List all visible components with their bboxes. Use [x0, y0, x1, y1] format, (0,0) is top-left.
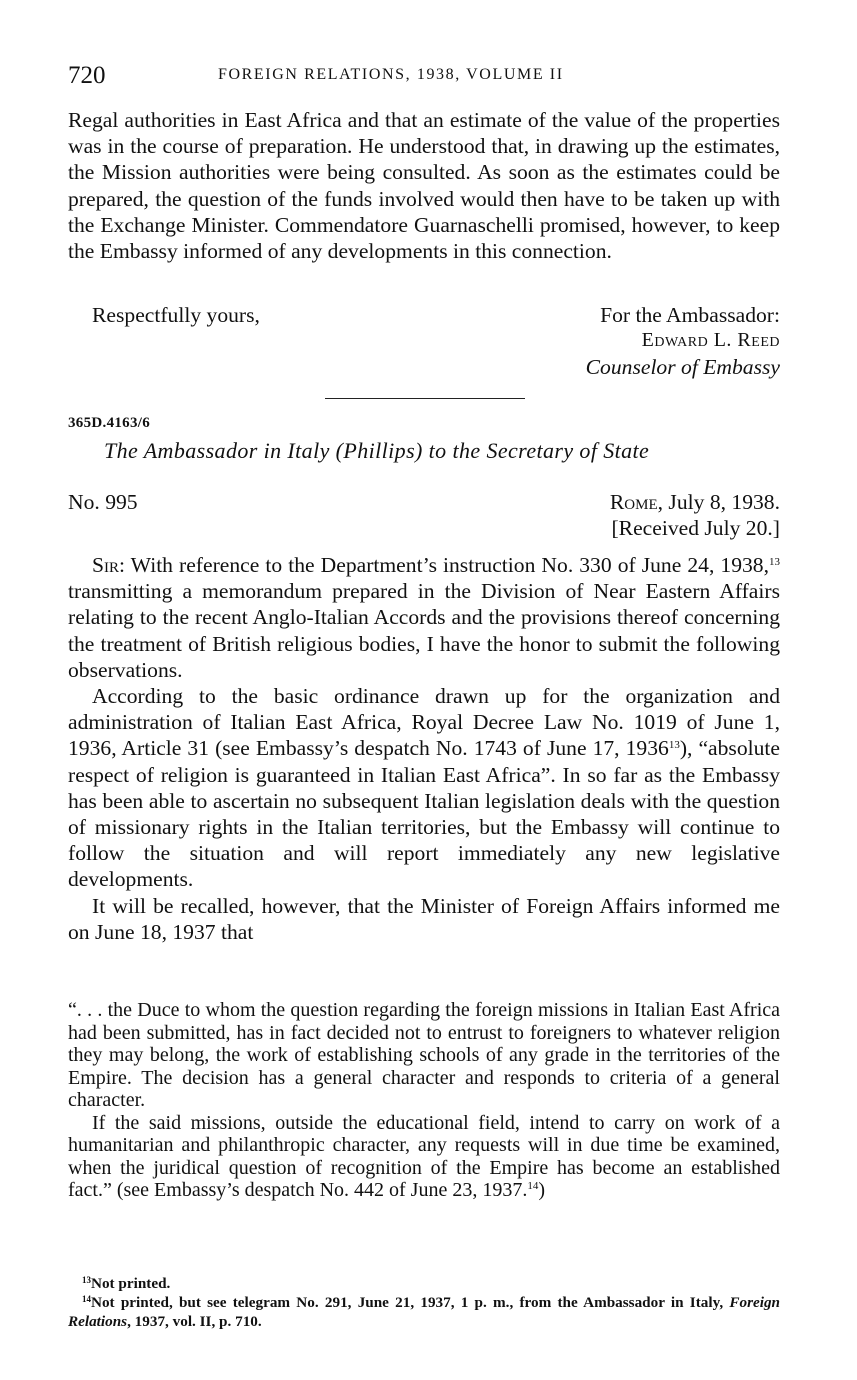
quote-paragraph-2 [68, 1112, 780, 1202]
heading-part-1: The Ambassador in Italy ( [104, 438, 344, 463]
continuation-paragraph: Regal authorities in East Africa and that an estimate of the value of the properties was in the course of preparation. He understood that, in drawing up the estimates, the Mission authorities were being consulted. As soon as the estimates could be prepared, the question of the funds involved would then have to be taken up with the Exchange Minister. Commendatore Guarnaschelli promised, however, to keep the Embassy informed of any developments in this connection. [68, 108, 780, 264]
place: Rome [609, 490, 658, 514]
body-text: According to the basic ordinance drawn up for the organization and administration of Italian East Africa, Royal Decree Law No. 1019 of June 1, 1936, Article 31 (see Embassy’s despatch No. 1743 of June 17, 1936 [68, 684, 780, 761]
running-head [68, 62, 780, 88]
footnote-ref: 13 [668, 739, 680, 752]
footnote-mark: 13 [82, 1275, 91, 1285]
footnote-citation: Foreign Relations [68, 1294, 780, 1330]
received-date: [Received July 20.] [611, 516, 780, 540]
file-number: 365D.4163/6 [68, 415, 151, 431]
body-text: transmitting a memorandum prepared in the Division of Near Eastern Affairs relating to the recent Anglo-Italian Accords and the provisions thereof concerning the treatment of British religious bodies, I have the honor to submit the following observations. [68, 579, 780, 682]
block-quote [68, 999, 780, 1202]
body-text: ), “absolute respect of religion is guaranteed in Italian East Africa”. In so far as the Embassy has been able to ascertain no subsequent Italian legislation deals with the question of missionary rights in the Italian territories, but the Embassy will continue to follow the situation and will report immediately any new legislative developments. [68, 736, 780, 892]
body-paragraph-1 [68, 552, 780, 683]
quote-text: ) [538, 1179, 546, 1201]
footnotes [68, 1274, 780, 1331]
page-number: 720 [68, 62, 106, 89]
footnote-ref: 13 [769, 556, 780, 568]
place-date [610, 490, 780, 515]
body-text: : With reference to the Department’s instruction No. 330 of June 24, 1938, [119, 553, 769, 577]
signer-title: Counselor of Embassy [585, 355, 780, 379]
running-title: FOREIGN RELATIONS, 1938, VOLUME II [218, 66, 564, 83]
body-paragraph-3: It will be recalled, however, that the Minister of Foreign Affairs informed me on June 18, 1937 that [68, 893, 780, 944]
signature: Edward L. Reed [641, 329, 780, 351]
heading-name: Phillips [343, 438, 416, 463]
quote-paragraph-1: “. . . the Duce to whom the question regarding the foreign missions in Italian East Africa had been submitted, has in fact decided not to entrust to foreigners to whatever religion they may belong, the work of establishing schools of any grade in the territories of the Empire. The decision has a general character and responds to criteria of a general character. [68, 999, 780, 1111]
continuation-block [68, 107, 780, 264]
despatch-number: No. 995 [68, 490, 138, 514]
footnote-13 [68, 1274, 780, 1293]
despatch-info [68, 490, 780, 550]
footnote-text: , 1937, vol. II, p. 710. [127, 1313, 262, 1330]
body-paragraph-2 [68, 683, 780, 893]
salutation: Sir [92, 553, 120, 577]
letter-body [68, 552, 780, 945]
footnote-text: Not printed, but see telegram No. 291, June 21, 1937, 1 p. m., from the Ambassador in Italy, [91, 1294, 730, 1311]
footnote-14 [68, 1293, 780, 1331]
closing-block [68, 303, 780, 383]
for-line: For the Ambassador: [600, 303, 780, 327]
quote-text: If the said missions, outside the educational field, intend to carry on work of a humanitarian and philanthropic character, any requests will in due time be examined, when the juridical question of recognition of the Empire has become an established fact.” (see Embassy’s despatch No. 442 of June 23, 1937. [68, 1111, 780, 1201]
footnote-mark: 14 [82, 1294, 91, 1304]
heading-part-2: ) to the Secretary of State [415, 438, 650, 463]
salutation-closing: Respectfully yours, [92, 303, 260, 327]
footnote-text: Not printed. [91, 1275, 171, 1292]
document-heading [104, 438, 649, 464]
date: , July 8, 1938. [657, 490, 780, 514]
footnote-ref: 14 [527, 1180, 539, 1192]
section-divider [325, 398, 525, 399]
